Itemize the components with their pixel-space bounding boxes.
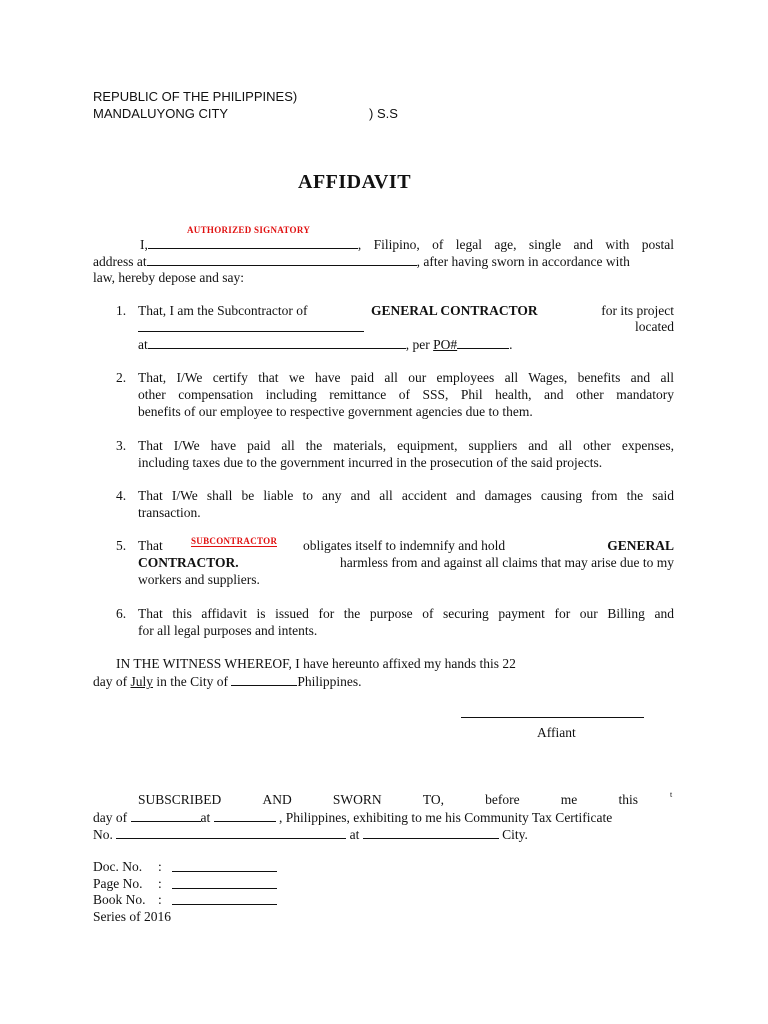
intro-address: address at <box>93 254 147 269</box>
book-no-blank <box>172 891 277 905</box>
item-number-3: 3. <box>116 438 127 453</box>
witness-day-of: day of <box>93 674 128 689</box>
witness-line-2 <box>93 672 362 690</box>
item-5-text-a: obligates itself to indemnify and hold <box>303 538 506 553</box>
affiant-label: Affiant <box>537 725 576 740</box>
intro-line-3: law, hereby depose and say: <box>93 270 244 285</box>
book-no-label: Book No. <box>93 892 146 907</box>
po-number-label: PO# <box>433 337 458 352</box>
item-4-line-1: That I/We shall be liable to any and all accident and damages causing from the said <box>138 488 674 503</box>
subscribed-line-2 <box>93 808 612 826</box>
item-3-line-1: That I/We have paid all the materials, equipment, suppliers and all other expenses, <box>138 438 674 453</box>
item-5-that: That <box>138 538 163 553</box>
intro-line-1 <box>140 235 674 253</box>
series-label: Series of 2016 <box>93 909 171 924</box>
item-3-line-2: including taxes due to the government incurred in the prosecution of the said projects. <box>138 455 603 470</box>
item-1-line-2 <box>138 318 674 335</box>
witness-line-1: IN THE WITNESS WHEREOF, I have hereunto affixed my hands this 22 <box>116 656 516 671</box>
book-no-field <box>172 891 277 909</box>
authorized-signatory-label: AUTHORIZED SIGNATORY <box>187 225 311 235</box>
subscribed-word-1: SUBSCRIBED <box>138 792 222 807</box>
item-1-line-3: at , per PO# . <box>138 337 513 352</box>
item-5-text-d: harmless from and against all claims that may arise due to my <box>339 555 674 570</box>
item-number-4: 4. <box>116 488 127 503</box>
subscribed-rest: , Philippines, exhibiting to me his Community Tax Certificate <box>279 810 613 825</box>
day-blank <box>131 808 201 822</box>
location-blank <box>148 335 406 349</box>
signature-blank <box>461 704 644 718</box>
item-1-text-a: That, I am the Subcontractor of <box>138 303 308 318</box>
item-5-line-1 <box>303 537 674 554</box>
subscribed-line-3 <box>93 825 528 843</box>
place-blank <box>214 808 276 822</box>
item-1-line-1 <box>138 302 674 319</box>
item-1-text-c: for its project <box>601 303 674 318</box>
item-2-line-1: That, I/We certify that we have paid all our employees all Wages, benefits and all <box>138 370 674 385</box>
item-2-line-2: other compensation including remittance of SSS, Phil health, and other mandatory <box>138 387 674 402</box>
subcontractor-label-text: SUBCONTRACTOR <box>191 536 278 546</box>
doc-no-label: Doc. No. <box>93 859 143 874</box>
general-contractor-bold: GENERAL CONTRACTOR <box>371 303 538 318</box>
affiant-signature-line <box>461 704 644 722</box>
page-no-colon: : <box>158 876 162 891</box>
intro-i: I, <box>140 237 148 252</box>
intro-filipino: , Filipino, of legal age, single and with postal <box>357 237 674 252</box>
book-no-colon: : <box>158 892 162 907</box>
subscribed-at-2: at <box>349 827 360 842</box>
project-blank <box>138 318 364 332</box>
item-number-6: 6. <box>116 606 127 621</box>
subscribed-word-5: before <box>485 792 520 807</box>
page-no-blank <box>172 875 277 889</box>
item-number-5: 5. <box>116 538 127 553</box>
intro-sworn: , after having sworn in accordance with <box>416 254 630 269</box>
contractor-bold: CONTRACTOR. <box>138 555 239 570</box>
witness-month: July <box>130 674 154 689</box>
subscribed-at: at <box>200 810 211 825</box>
page-no-label: Page No. <box>93 876 143 891</box>
subscribed-word-6: me <box>560 792 578 807</box>
subscribed-line-1 <box>138 791 638 808</box>
doc-no-colon: : <box>158 859 162 874</box>
item-5-line-2 <box>138 554 674 571</box>
subscribed-day-of: day of <box>93 810 128 825</box>
header-ss: ) S.S <box>369 106 398 121</box>
doc-no-field <box>172 858 277 876</box>
general-bold: GENERAL <box>607 538 674 553</box>
header-republic: REPUBLIC OF THE PHILIPPINES) <box>93 89 298 104</box>
item-1-per: , per <box>405 337 430 352</box>
address-blank <box>147 252 417 266</box>
witness-city: in the City of <box>156 674 229 689</box>
subscribed-word-4: TO, <box>422 792 444 807</box>
subcontractor-label <box>191 533 277 550</box>
item-5-line-3: workers and suppliers. <box>138 572 260 587</box>
po-blank <box>457 335 509 349</box>
subscribed-word-7: this <box>618 792 638 807</box>
page-title: AFFIDAVIT <box>298 171 412 193</box>
item-1-at: at <box>138 337 148 352</box>
city-blank <box>231 672 297 686</box>
item-number-2: 2. <box>116 370 127 385</box>
subscribed-no: No. <box>93 827 113 842</box>
subscribed-word-3: SWORN <box>332 792 382 807</box>
item-number-1: 1. <box>116 303 127 318</box>
name-blank <box>148 235 358 249</box>
ctc-place-blank <box>363 825 499 839</box>
witness-phil: Philippines. <box>297 674 362 689</box>
item-4-line-2: transaction. <box>138 505 201 520</box>
header-city: MANDALUYONG CITY <box>93 106 229 121</box>
item-6-line-1: That this affidavit is issued for the purpose of securing payment for our Billing and <box>138 606 674 621</box>
ctc-number-blank <box>116 825 346 839</box>
intro-line-2 <box>93 252 630 270</box>
doc-no-blank <box>172 858 277 872</box>
subscribed-superscript: t <box>670 790 673 799</box>
subscribed-city: City. <box>502 827 528 842</box>
item-6-line-2: for all legal purposes and intents. <box>138 623 318 638</box>
subscribed-word-2: AND <box>262 792 292 807</box>
item-2-line-3: benefits of our employee to respective government agencies due to them. <box>138 404 533 419</box>
item-1-located: located <box>635 319 674 334</box>
